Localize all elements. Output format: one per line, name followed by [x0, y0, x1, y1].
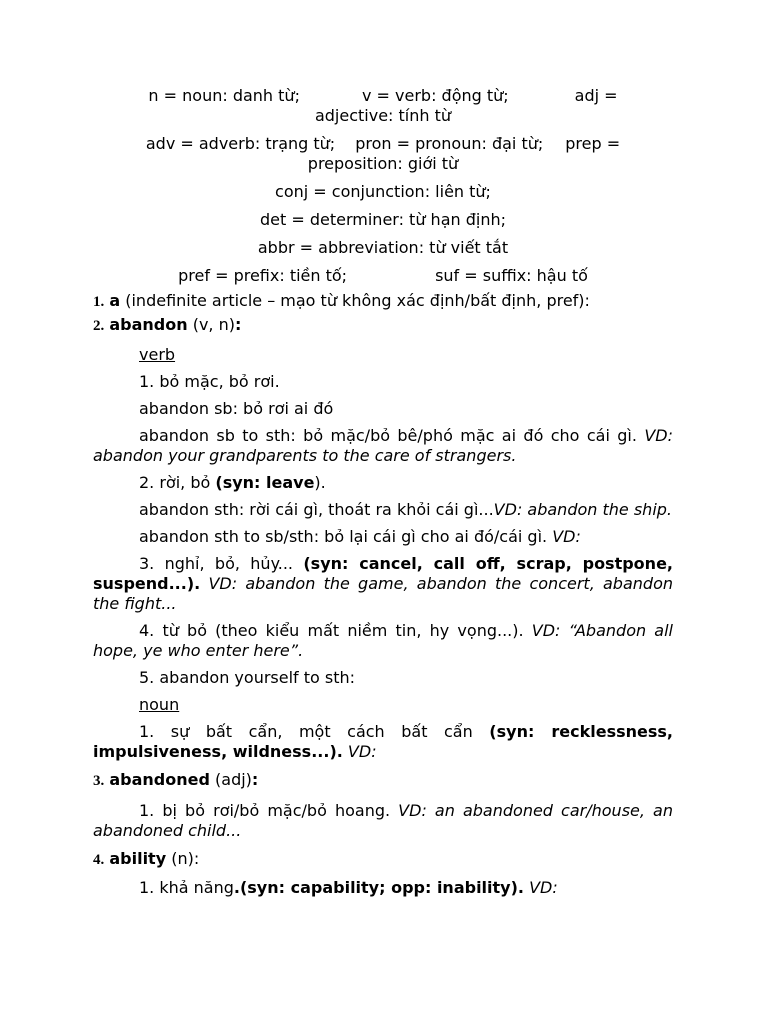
abbr-adv: adv = adverb: trạng từ;	[145, 134, 336, 153]
pattern-text: abandon sb to sth: bỏ mặc/bỏ bê/phó mặc ai đó cho cái gì.	[139, 426, 637, 445]
abbreviation-line-adv-pron-prep	[93, 134, 673, 174]
abbr-pref: pref = prefix: tiền tố;	[178, 266, 348, 285]
abbr-abbreviation: abbr = abbreviation: từ viết tắt	[257, 238, 509, 257]
example: VD: abandon the game, abandon the concert, abandon the fight...	[93, 574, 673, 613]
headword: abandon	[109, 315, 188, 334]
entry-info: (adj)	[215, 770, 252, 789]
abbr-det: det = determiner: từ hạn định;	[260, 210, 506, 229]
sense-text: 1. bị bỏ rơi/bỏ mặc/bỏ hoang.	[139, 801, 391, 820]
sense-end: ).	[314, 473, 326, 492]
entry-info: (v, n)	[192, 315, 235, 334]
abbreviation-line-noun-verb-adj	[93, 86, 673, 126]
pattern-text: abandon sth: rời cái gì, thoát ra khỏi cái gì...	[139, 500, 494, 519]
synonyms: (syn: recklessness, impulsiveness, wildness...).	[93, 722, 673, 761]
sense-1: 1. bỏ mặc, bỏ rơi.	[139, 372, 280, 391]
sense-2-pattern-b	[93, 527, 673, 547]
sense-text: 1. sự bất cẩn, một cách bất cẩn	[139, 722, 473, 741]
abbr-adj-cont: adjective: tính từ	[314, 106, 452, 125]
entry-info: (n):	[171, 849, 200, 868]
entry-number: 4.	[93, 852, 105, 868]
abbr-verb: v = verb: động từ;	[361, 86, 509, 105]
abbr-conj: conj = conjunction: liên từ;	[275, 182, 491, 201]
example: VD: abandon the ship.	[493, 500, 672, 519]
abbr-prep: prep =	[565, 134, 621, 153]
pattern-text: abandon sth to sb/sth: bỏ lại cái gì cho ai đó/cái gì.	[139, 527, 548, 546]
sense-text: 2. rời, bỏ	[139, 473, 211, 492]
abandoned-sense-1	[93, 801, 673, 841]
headword: ability	[109, 849, 167, 868]
entry-number: 2.	[93, 318, 105, 334]
sense-text: 1. khả năng	[139, 878, 234, 897]
sense-1-pattern-b	[93, 426, 673, 466]
headword: abandoned	[109, 770, 210, 789]
example: VD:	[552, 527, 581, 546]
example: VD:	[347, 742, 377, 761]
example: VD: abandon your grandparents to the care of strangers.	[93, 426, 673, 465]
synonyms: (syn: leave	[215, 473, 315, 492]
example: VD: “Abandon all hope, ye who enter here”.	[93, 621, 673, 660]
entry-number: 3.	[93, 773, 105, 789]
headword: a	[109, 291, 121, 310]
sense-5: 5. abandon yourself to sth:	[139, 668, 356, 687]
synonyms: .(syn: capability; opp: inability).	[233, 878, 524, 897]
noun-sense-1	[93, 722, 673, 762]
entry-colon: :	[251, 770, 259, 789]
entry-number: 1.	[93, 294, 105, 310]
abbr-prep-cont: preposition: giới từ	[307, 154, 459, 173]
abbr-pron: pron = pronoun: đại từ;	[355, 134, 544, 153]
entry-a	[93, 290, 673, 313]
entry-colon: :	[234, 315, 242, 334]
sense-1-pattern-a: abandon sb: bỏ rơi ai đó	[139, 399, 334, 418]
abbreviation-line-pref-suf	[93, 266, 673, 286]
sense-2-pattern-a	[93, 500, 673, 520]
sense-4	[93, 621, 673, 661]
document-page	[93, 86, 673, 905]
entry-ability	[93, 848, 673, 871]
section-heading-verb: verb	[139, 345, 176, 364]
abbr-noun: n = noun: danh từ;	[148, 86, 300, 105]
entry-info: (indefinite article – mạo từ không xác định/bất định, pref):	[125, 291, 590, 310]
section-heading-noun: noun	[139, 695, 180, 714]
synonyms: (syn: cancel, call off, scrap, postpone, suspend...).	[93, 554, 673, 593]
sense-2	[93, 473, 673, 493]
ability-sense-1	[93, 878, 673, 898]
sense-text: 4. từ bỏ (theo kiểu mất niềm tin, hy vọng...).	[139, 621, 524, 640]
example: VD: an abandoned car/house, an abandoned child...	[93, 801, 673, 840]
entry-abandon	[93, 314, 673, 337]
abbr-adj: adj =	[574, 86, 618, 105]
sense-3	[93, 554, 673, 614]
abbr-suf: suf = suffix: hậu tố	[435, 266, 588, 285]
example: VD:	[529, 878, 558, 897]
entry-abandoned	[93, 769, 673, 792]
sense-text: 3. nghỉ, bỏ, hủy...	[139, 554, 294, 573]
